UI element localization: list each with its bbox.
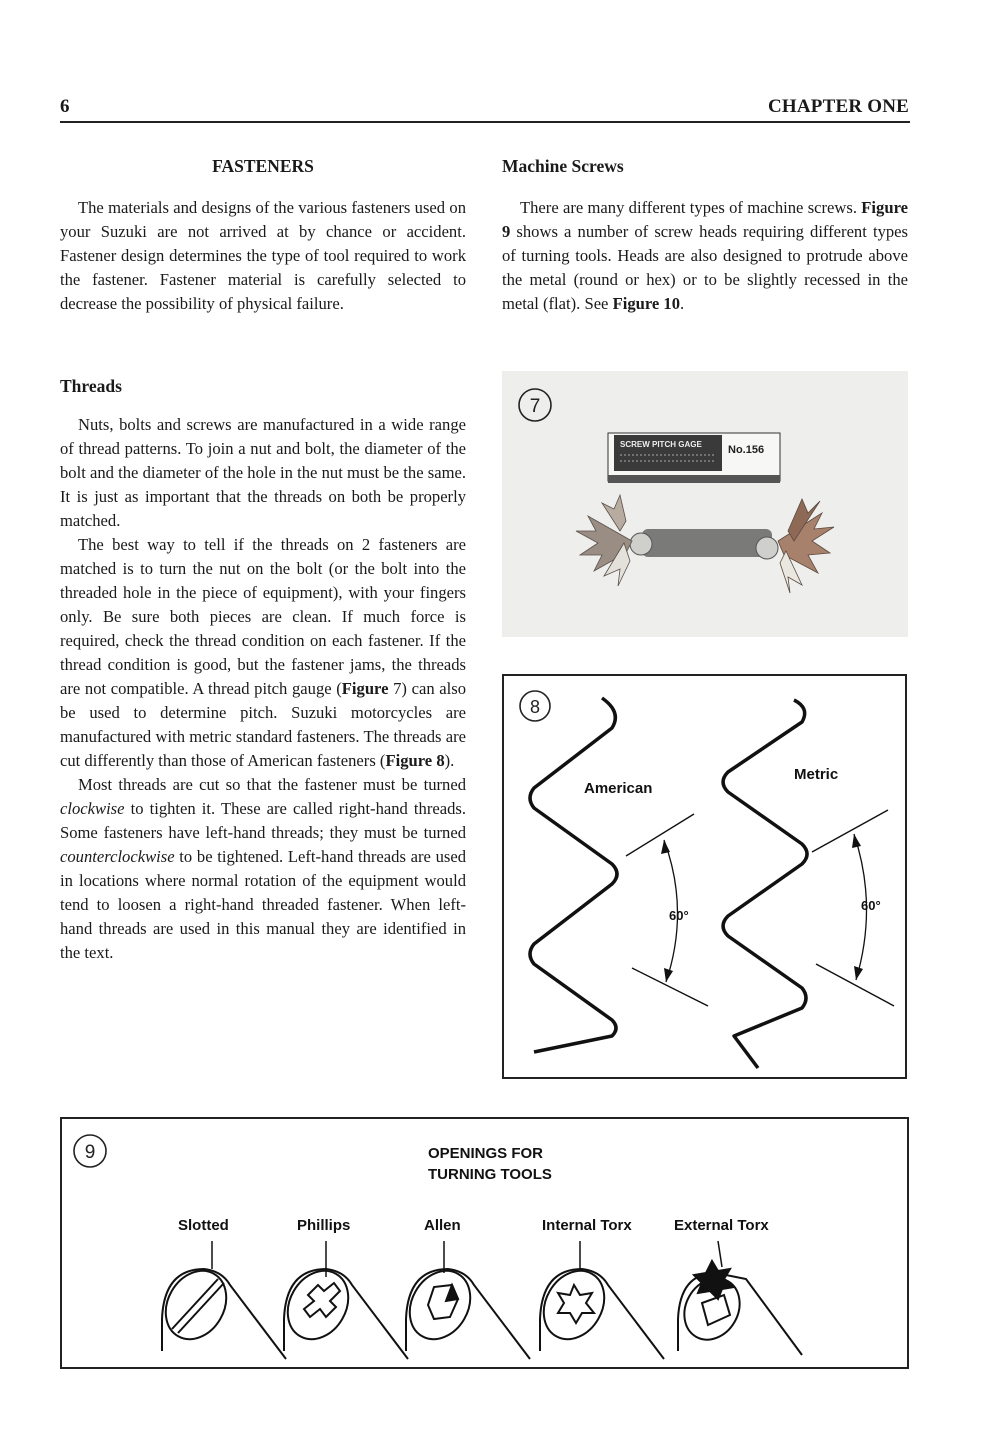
figure-9-number: 9	[84, 1142, 96, 1163]
tool-label-internal-torx: Internal Torx	[542, 1217, 632, 1234]
internal-torx-screw	[532, 1260, 664, 1359]
counterclockwise-term: counterclockwise	[60, 847, 175, 866]
tool-label-allen: Allen	[424, 1217, 461, 1234]
gauge-box-number: No.156	[728, 444, 765, 456]
allen-screw	[398, 1260, 530, 1359]
american-thread-line	[530, 698, 617, 1052]
header-rule	[60, 121, 910, 123]
text-run: shows a number of screw heads requiring different types of turning tools. Heads are also designed to protrude above the metal (round or hex) or to be slightly recessed in the metal (flat). See	[502, 222, 908, 313]
threads-paragraph-2	[60, 533, 466, 773]
figure-7-photo	[502, 371, 908, 637]
left-column	[60, 156, 466, 965]
angle-american: 60°	[669, 908, 689, 923]
angle-metric: 60°	[861, 898, 881, 913]
machine-screws-paragraph	[502, 196, 908, 316]
text-run: ).	[444, 751, 455, 770]
figure-10-ref: Figure 10	[612, 294, 681, 313]
machine-screws-heading: Machine Screws	[502, 156, 624, 176]
right-column	[502, 156, 908, 316]
tool-label-phillips: Phillips	[297, 1217, 351, 1234]
clockwise-term: clockwise	[60, 799, 125, 818]
metric-thread-line	[723, 700, 807, 1068]
threads-paragraph-1: Nuts, bolts and screws are manufactured in a wide range of thread patterns. To join a nut and bolt, the diameter of the bolt and the diameter of the hole in the nut must be the same. It is just as important that the threads on both be properly matched.	[60, 415, 466, 530]
text-run: .	[680, 294, 685, 313]
threads-paragraph-3	[60, 773, 466, 965]
threads-heading: Threads	[60, 376, 122, 396]
text-run: Most threads are cut so that the fastener must be turned	[78, 775, 466, 794]
slotted-screw	[154, 1260, 286, 1359]
figure-9-title	[428, 1143, 558, 1185]
figure-9-title-line-2: TURNING TOOLS	[428, 1166, 552, 1183]
figure-8-thread-diagram	[502, 674, 907, 1079]
tool-label-external-torx: External Torx	[674, 1217, 769, 1234]
figure-9-title-line-1: OPENINGS FOR	[428, 1145, 544, 1162]
figure-8-ref: Figure 8	[385, 751, 445, 770]
thread-profile-svg	[504, 676, 909, 1081]
figure-9-ref: Figure 9	[502, 198, 908, 241]
external-torx-screw	[673, 1261, 802, 1355]
text-run: There are many different types of machine screws.	[520, 198, 862, 217]
figure-8-number: 8	[529, 697, 541, 717]
pitch-gauge-illustration	[502, 371, 908, 637]
text-run: to tighten it. These are called right-hand threads. Some fasteners have left-hand threads; they must be turned	[60, 799, 466, 842]
text-run: The best way to tell if the threads on 2 fasteners are matched is to turn the nut on the bolt (or the bolt into the threaded hole in the piece of equipment), with your fingers only. Be sure both pieces are clean. If much force is required, check the thread condition on each fastener. If the thread condition is good, but the fastener jams, the threads are not compatible. A thread pitch gauge (	[60, 535, 466, 698]
fasteners-paragraph: The materials and designs of the various fasteners used on your Suzuki are not arrived at by chance or accident. Fastener design determines the type of tool required to work the fastener. Fastener material is carefully selected to decrease the possibility of physical failure.	[60, 198, 466, 313]
figure-7-ref: Figure	[341, 679, 389, 698]
page-number: 6	[60, 96, 70, 117]
label-american: American	[584, 780, 653, 797]
phillips-screw	[276, 1260, 408, 1359]
text-run: 7) can also be used to determine pitch. Suzuki motorcycles are manufactured with metric standard fasteners. The threads are cut differently than those of American fasteners (	[60, 679, 466, 770]
gauge-box-label: SCREW PITCH GAGE	[620, 440, 702, 449]
label-metric: Metric	[794, 766, 839, 783]
figure-9-turning-tools	[60, 1117, 909, 1369]
tool-label-slotted: Slotted	[178, 1217, 229, 1234]
fasteners-heading: FASTENERS	[212, 156, 314, 176]
figure-7-number: 7	[529, 396, 541, 417]
text-run: to be tightened. Left-hand threads are used in locations where normal rotation of the equipment would tend to loosen a right-hand threaded fastener. When left-hand threads are used in this manual they are identified in the text.	[60, 847, 466, 962]
chapter-title: CHAPTER ONE	[767, 96, 909, 117]
